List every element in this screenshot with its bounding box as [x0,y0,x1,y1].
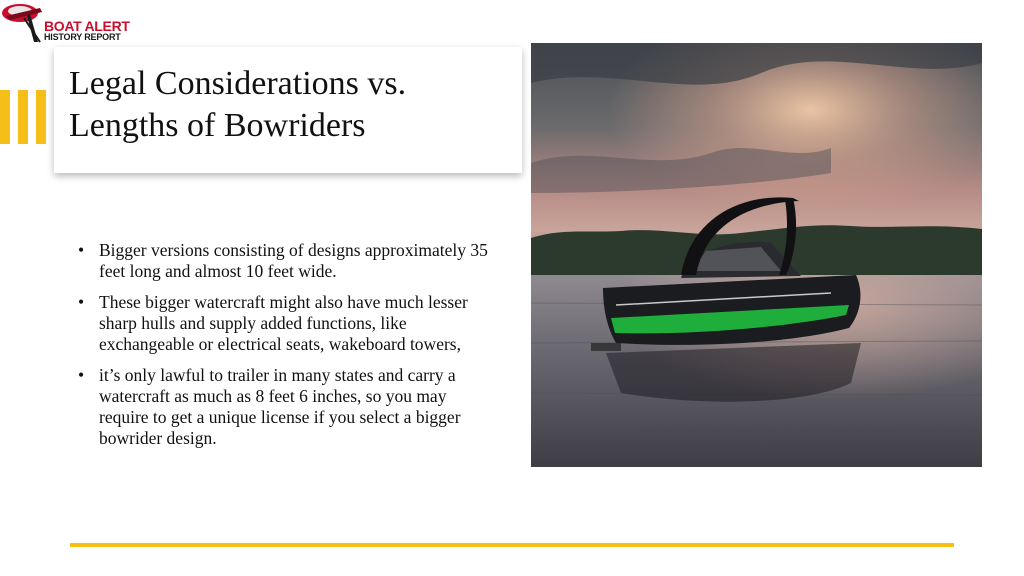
bullet-item: • it’s only lawful to trailer in many states and carry a watercraft as much as 8 feet 6 inches, so you may require to get a unique license if you select a bigger bowrider design. [78,365,490,449]
boat-alert-logo-icon [0,0,48,44]
bullet-item: • Bigger versions consisting of designs approximately 35 feet long and almost 10 feet wide. [78,240,490,282]
slide-title: Legal Considerations vs. Lengths of Bowriders [69,65,407,144]
accent-bar [0,90,10,144]
logo-title: BOAT ALERT [44,18,130,34]
accent-bar [36,90,46,144]
accent-bars [0,90,50,144]
brand-logo [0,0,150,48]
bullet-item: • These bigger watercraft might also have much lesser sharp hulls and supply added functions, like exchangeable or electrical seats, wakeboard towers, [78,292,490,355]
bullet-list [78,240,490,459]
logo-subtitle: HISTORY REPORT [44,32,121,42]
title-card [54,47,522,173]
accent-bar [18,90,28,144]
boat-photo [531,43,982,467]
boat-photo-illustration [531,43,982,467]
bottom-rule [70,543,954,547]
